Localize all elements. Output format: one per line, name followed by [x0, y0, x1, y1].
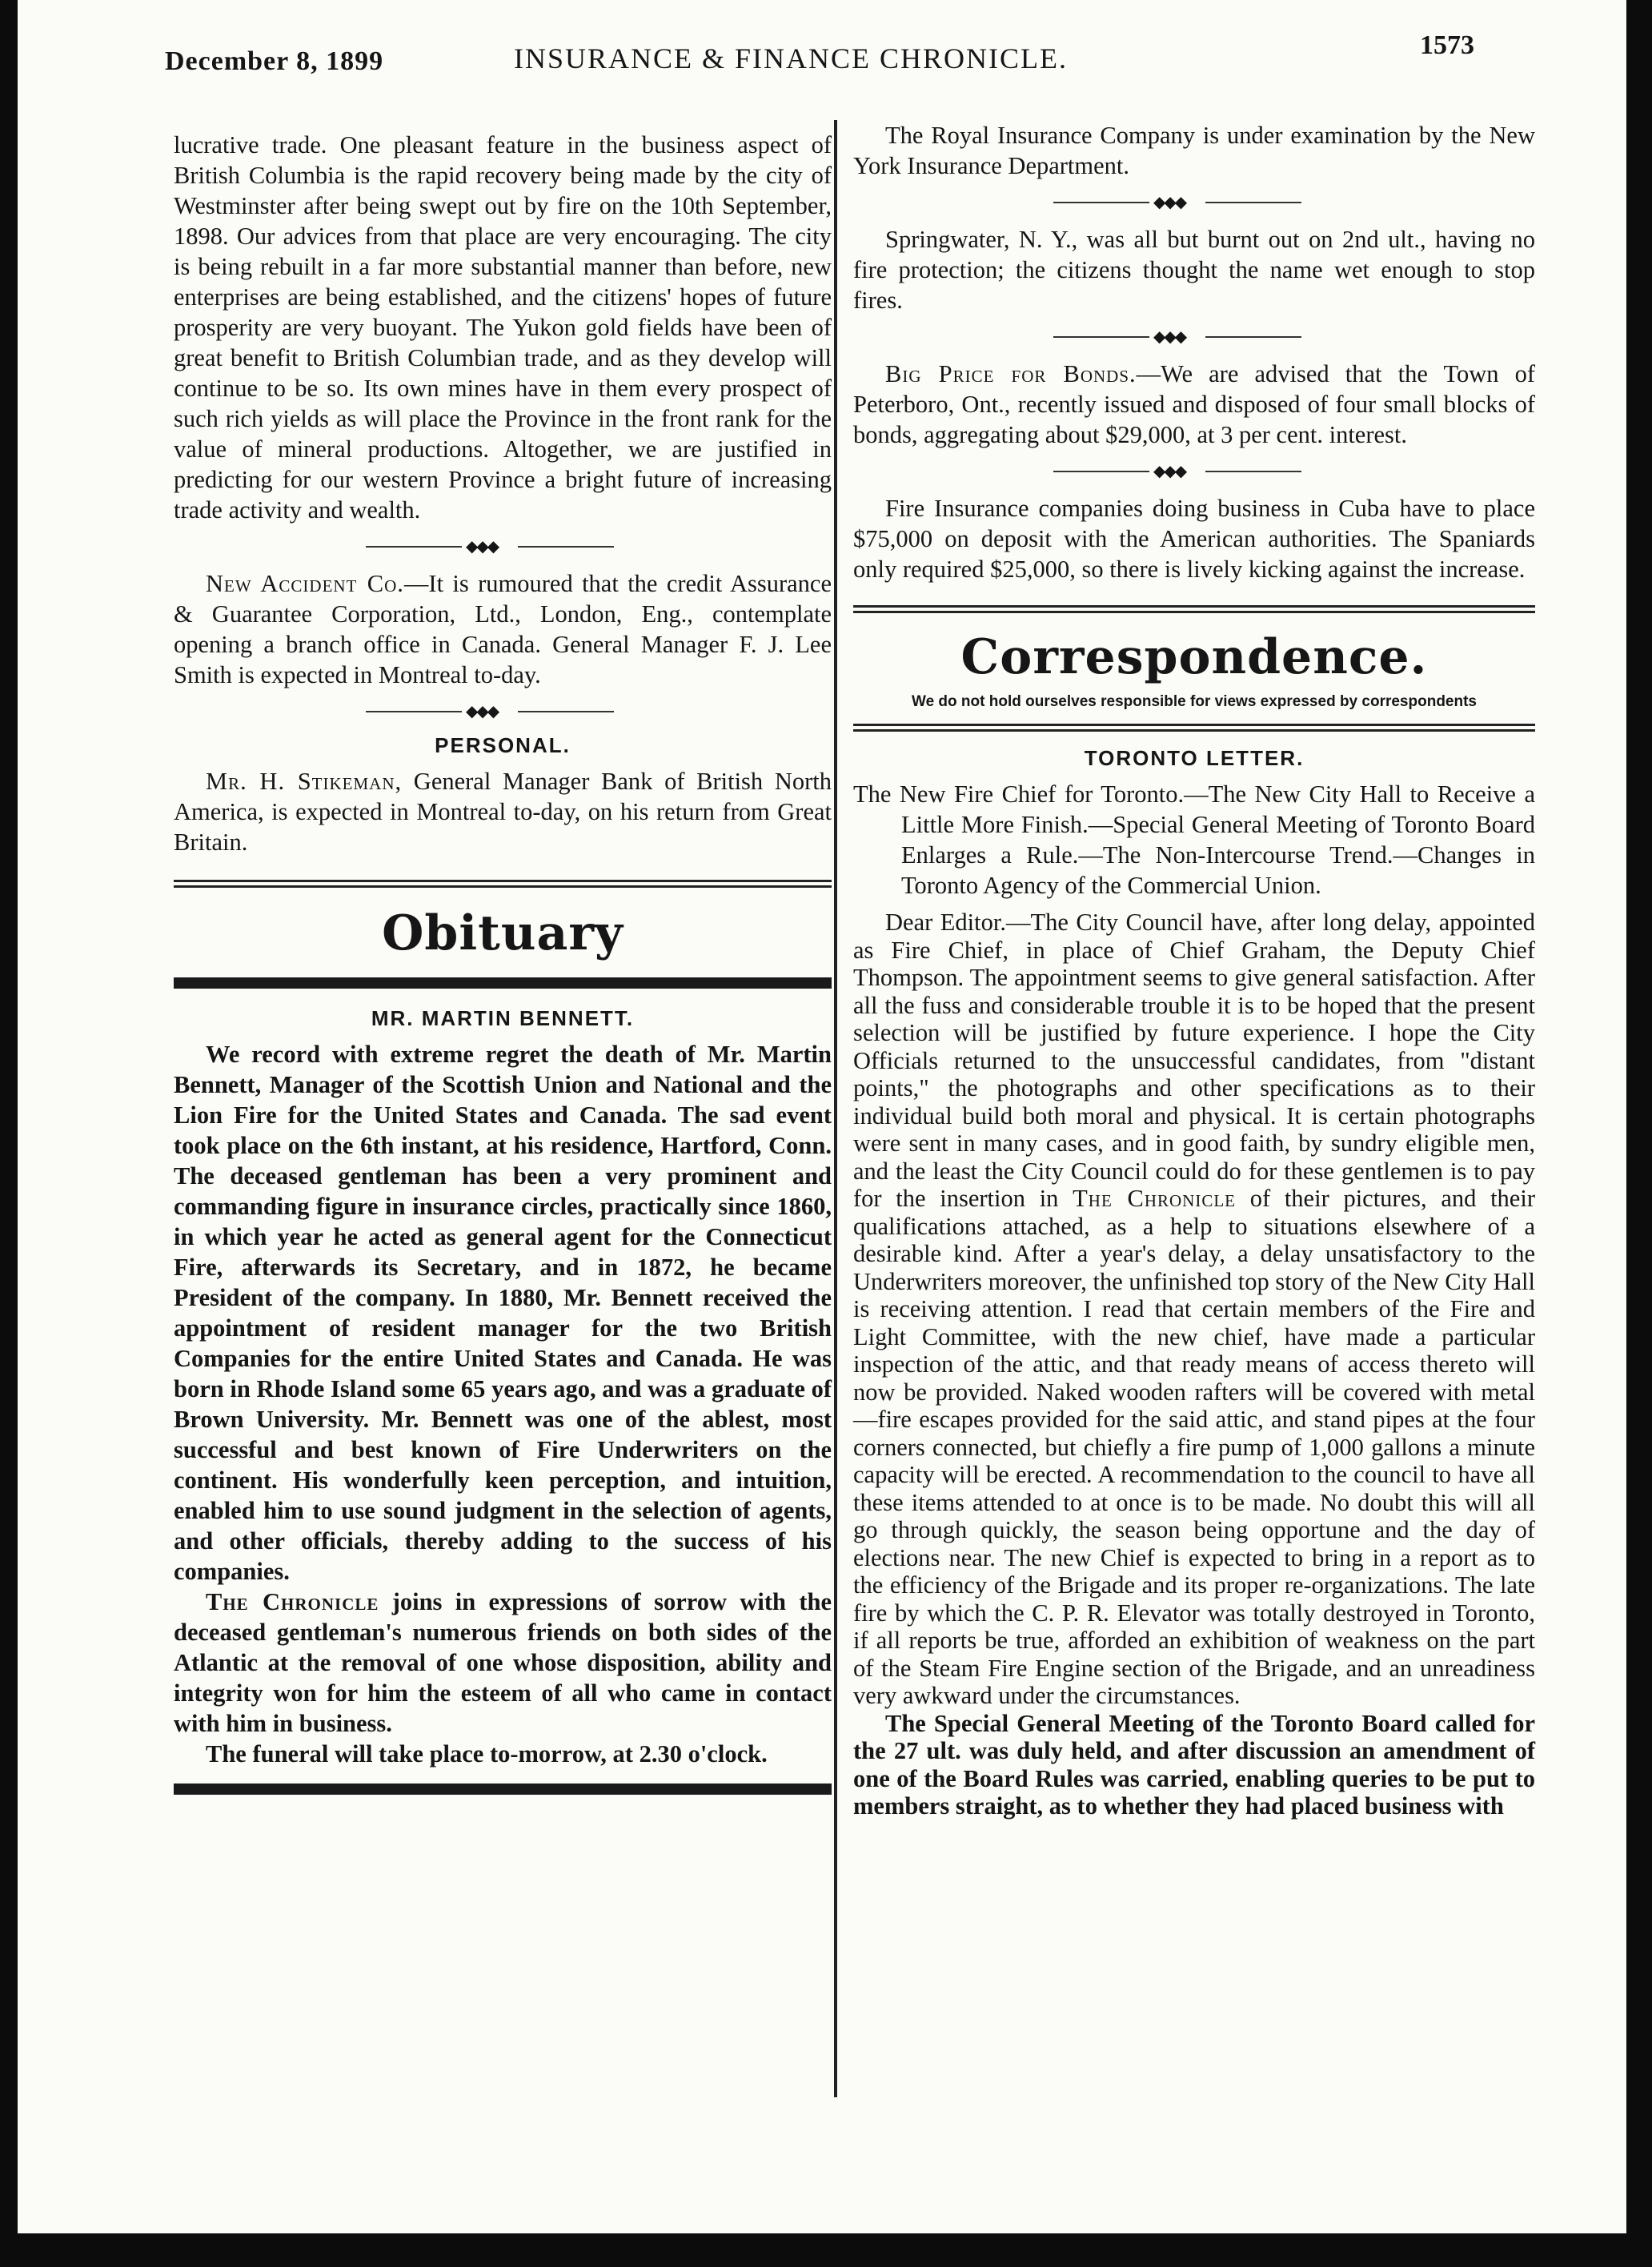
personal-lead: Mr. H. Stikeman, [206, 768, 403, 795]
personal-item [174, 766, 832, 857]
new-accident-item [174, 568, 832, 690]
newspaper-page [18, 0, 1626, 2233]
section-rule [853, 605, 1535, 613]
section-rule [174, 880, 832, 888]
personal-text: General Manager Bank of British North America, is expected in Montreal to-day, on his return from Great Britain. [174, 768, 832, 856]
letter-body-part: of their pictures, and their qualifications attached, as a help to situations elsewhere of a desirable kind. After a year's delay, a delay unsatisfactory to the Underwriters moreover, the unfinished top story of the New City Hall is receiving attention. I read that certain members of the Fire and Light Committee, with the new chief, have made a particular inspection of the attic, and that ready means of access thereto will now be provided. Naked wooden rafters will be covered with metal—fire escapes provided for the said attic, and stand pipes at the four corners connected, but chiefly a fire pump of 1,000 gallons a minute capacity will be erected. A recommendation to the council to have all these items attended to at once is to be made. No doubt this will all go through quickly, the season being opportune and the day of elections near. The new Chief is expected to bring in a report as to the efficiency of the Brigade and its proper re-organizations. The late fire by which the C. P. R. Elevator was totally destroyed in Toronto, if all reports be true, afforded an exhibition of weakness on the part of the Steam Fire Engine section of the Brigade, and an unreadiness very awkward under the circumstances. [853, 1185, 1535, 1709]
new-accident-text: —It is rumoured that the credit Assurance & Guarantee Corporation, Ltd., London, Eng., contemplate opening a branch office in Canada. General Manager F. J. Lee Smith is expected in Montreal to-day. [174, 570, 832, 688]
personal-heading: PERSONAL. [435, 733, 571, 757]
ornament-divider: ◆◆◆ [853, 327, 1535, 347]
obituary-heading: MR. MARTIN BENNETT. [371, 1006, 635, 1030]
section-rule [174, 977, 832, 989]
letter-body-part: Dear Editor.—The City Council have, after long delay, appointed as Fire Chief, in place of Chief Graham, the Deputy Chief Thompson. The appointment seems to give general satisfaction. After all the fuss and considerable trouble it is to be hoped that the present selection will be justified by future experience. I hope the City Officials returned to the unsuccessful candidates, from "distant points," the photographs and other specifications as to their individual build both moral and physical. It is certain photographs were sent in many cases, and in good faith, by sundry eligible men, and the least the City Council could do for these gentlemen is to pay for the insertion in [853, 909, 1535, 1212]
correspondence-notice: We do not hold ourselves responsible for views expressed by correspondents [911, 693, 1477, 710]
header-title: INSURANCE & FINANCE CHRONICLE. [514, 42, 1069, 74]
cuba-item: Fire Insurance companies doing business in Cuba have to place $75,000 on deposit with the American authorities. The Spaniards only required $25,000, so there is lively kicking against the increase. [853, 495, 1535, 583]
column-divider [834, 120, 837, 2097]
royal-insurance-item: The Royal Insurance Company is under examination by the New York Insurance Department. [853, 122, 1535, 179]
springwater-item: Springwater, N. Y., was all but burnt out on 2nd ult., having no fire protection; the citizens thought the name wet enough to stop fires. [853, 226, 1535, 314]
letter-body: The Special General Meeting of the Toronto Board called for the 27 ult. was duly held, and after discussion an amendment of one of the Board Rules was carried, enabling queries to be put to members straight, as to whether they had placed business with [853, 1709, 1535, 1820]
letter-body [853, 909, 1535, 1710]
british-columbia-paragraph: lucrative trade. One pleasant feature in the business aspect of British Columbia is the rapid recovery being made by the city of Westminster after being swept out by fire on the 10th September, 1898. Our advices from that place are very encouraging. The city is being rebuilt in a far more substantial manner than before, new enterprises are being established, and the citizens' hopes of future prosperity are very buoyant. The Yukon gold fields have been of great benefit to British Columbian trade, and as they develop will continue to be so. Its own mines have in them every prospect of such rich yields as will place the Province in the front rank for the value of mineral productions. Altogether, we are justified in predicting for our western Province a bright future of increasing trade activity and wealth. [174, 131, 832, 524]
correspondence-title: Correspondence. [960, 629, 1428, 685]
ornament-divider: ◆◆◆ [853, 192, 1535, 213]
bonds-text: —We are advised that the Town of Peterboro, Ont., recently issued and disposed of four small blocks of bonds, aggregating about $29,000, at 3 per cent. interest. [853, 360, 1535, 448]
new-accident-lead: New Accident Co. [206, 570, 404, 597]
ornament-divider: ◆◆◆ [174, 701, 832, 722]
letter-summary: The New Fire Chief for Toronto.—The New City Hall to Receive a Little More Finish.—Special General Meeting of Toronto Board Enlarges a Rule.—The Non-Intercourse Trend.—Changes in Toronto Agency of the Commercial Union. [853, 780, 1535, 899]
section-rule [174, 1784, 832, 1795]
funeral-notice: The funeral will take place to-morrow, at 2.30 o'clock. [206, 1740, 768, 1767]
toronto-letter-heading: TORONTO LETTER. [1084, 746, 1305, 770]
ornament-divider: ◆◆◆ [853, 461, 1535, 482]
chronicle-name: The Chronicle [1073, 1185, 1236, 1212]
ornament-divider: ◆◆◆ [174, 536, 832, 557]
header-date: December 8, 1899 [165, 46, 384, 76]
chronicle-name: The Chronicle [206, 1588, 379, 1615]
obituary-paragraph [174, 1587, 832, 1739]
section-rule [853, 724, 1535, 732]
bonds-lead: Big Price for Bonds. [885, 360, 1137, 387]
obituary-paragraph-text: joins in expressions of sorrow with the deceased gentleman's numerous friends on both sides of the Atlantic at the removal of one whose disposition, ability and integrity won for him the esteem of all who came in contact with him in business. [174, 1588, 832, 1737]
obituary-paragraph: We record with extreme regret the death of Mr. Martin Bennett, Manager of the Scottish Union and National and the Lion Fire for the United States and Canada. The sad event took place on the 6th instant, at his residence, Hartford, Conn. The deceased gentleman has been a very prominent and commanding figure in insurance circles, practically since 1860, in which year he acted as general agent for the Connecticut Fire, afterwards its Secretary, and in 1872, he became President of the company. In 1880, Mr. Bennett received the appointment of resident manager for the two British Companies for the entire United States and Canada. He was born in Rhode Island some 65 years ago, and was a graduate of Brown University. Mr. Bennett was one of the ablest, most successful and best known of Fire Underwriters on the continent. His wonderfully keen perception, and intuition, enabled him to use sound judgment in the selection of agents, and other officials, thereby adding to the success of his companies. [174, 1041, 832, 1585]
left-column [174, 130, 832, 1795]
bonds-item [853, 359, 1535, 450]
obituary-title: Obituary [382, 905, 624, 961]
page-number: 1573 [1420, 30, 1474, 60]
right-column [853, 120, 1535, 1820]
